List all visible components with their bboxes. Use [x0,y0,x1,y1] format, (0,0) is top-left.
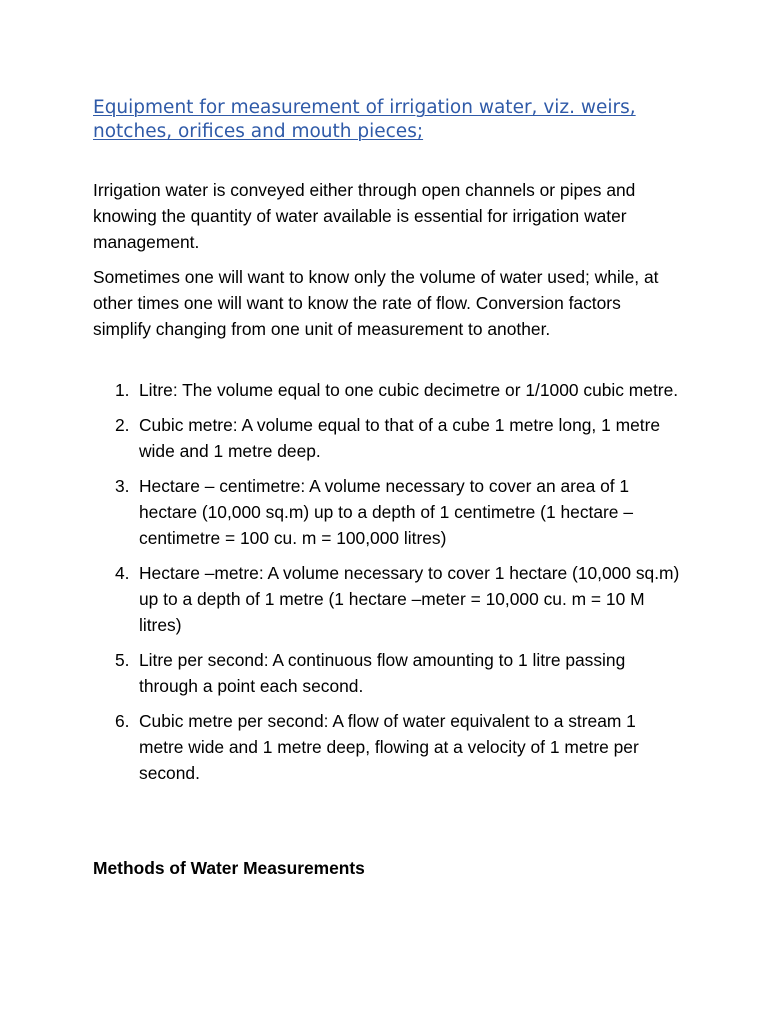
list-item [93,647,683,699]
list-number: 1. [115,380,130,400]
title-link[interactable]: Equipment for measurement of irrigation water, viz. weirs, notches, orifices and mouth pieces; [93,97,636,142]
list-item [93,708,683,786]
list-item [93,560,683,638]
list-number: 6. [115,711,130,731]
intro-paragraph: Irrigation water is conveyed either through open channels or pipes and knowing the quantity of water available is essential for irrigation water management. [93,180,636,252]
list-item-text: Cubic metre: A volume equal to that of a cube 1 metre long, 1 metre wide and 1 metre deep. [139,415,661,461]
list-item [93,377,683,403]
list-number: 2. [115,415,130,435]
section-heading: Methods of Water Measurements [93,858,365,878]
units-list [93,377,683,795]
list-item-text: Hectare – centimetre: A volume necessary to cover an area of 1 hectare (10,000 sq.m) up to a depth of 1 centimetre (1 hectare – centimetre = 100 cu. m = 100,000 litres) [139,476,633,548]
list-item-text: Litre: The volume equal to one cubic decimetre or 1/1000 cubic metre. [139,380,679,400]
list-item-text: Litre per second: A continuous flow amounting to 1 litre passing through a point each second. [139,650,626,696]
list-number: 4. [115,563,130,583]
list-number: 3. [115,476,130,496]
list-number: 5. [115,650,130,670]
list-item [93,473,683,551]
conversion-paragraph: Sometimes one will want to know only the volume of water used; while, at other times one will want to know the rate of flow. Conversion factors simplify changing from one unit of measurement to another. [93,267,659,339]
list-item [93,412,683,464]
list-item-text: Hectare –metre: A volume necessary to cover 1 hectare (10,000 sq.m) up to a depth of 1 metre (1 hectare –meter = 10,000 cu. m = 10 M litres) [139,563,680,635]
list-item-text: Cubic metre per second: A flow of water equivalent to a stream 1 metre wide and 1 metre deep, flowing at a velocity of 1 metre per second. [139,711,639,783]
